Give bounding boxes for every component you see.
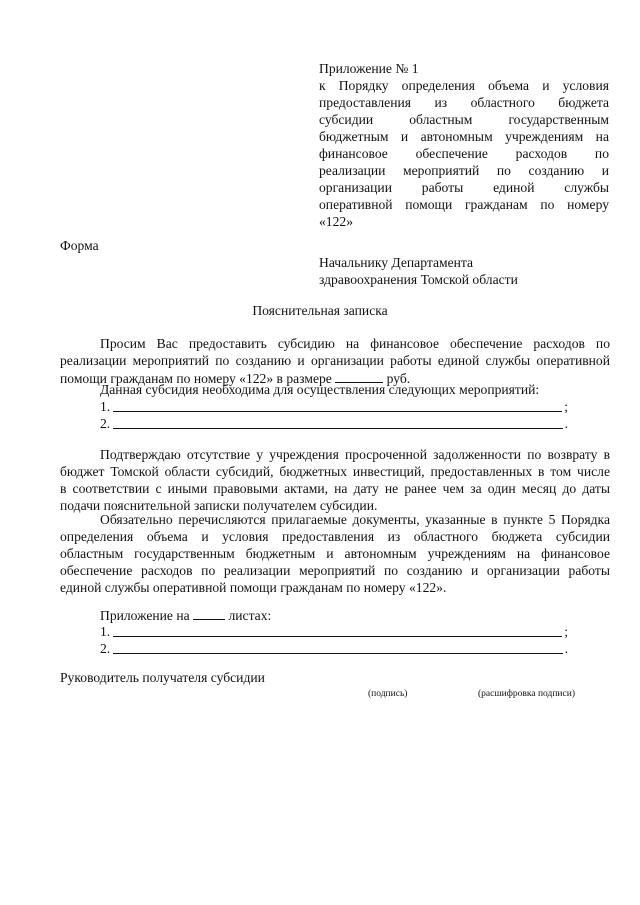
list-end-punct: .	[564, 641, 568, 656]
appendix-title: Приложение № 1	[319, 61, 419, 76]
request-paragraph	[60, 335, 610, 387]
appendix-line: «122»	[319, 214, 353, 229]
addressee-line-2: здравоохранения Томской области	[319, 272, 518, 287]
attachments-prefix: Приложение на	[100, 608, 190, 623]
attachment-item-1	[100, 623, 568, 640]
signature-decode-caption: (расшифровка подписи)	[478, 689, 575, 699]
list-number: 2.	[100, 416, 111, 431]
amount-prefix: помощи гражданам по номеру «122» в размере	[60, 371, 332, 386]
paragraph-line: подачи пояснительной записки получателем субсидии.	[60, 498, 378, 513]
addressee-line-1: Начальнику Департамента	[319, 255, 474, 270]
paragraph-line: реализации мероприятий по созданию и организации работы единой службы оперативной	[60, 353, 610, 368]
paragraph-line: Подтверждаю отсутствие у учреждения просроченной задолженности по возврату в	[100, 447, 610, 462]
appendix-line: предоставления из областного бюджета	[319, 95, 609, 110]
attachment-item-1-blank[interactable]	[113, 623, 562, 637]
list-end-punct: ;	[564, 399, 568, 414]
appendix-description	[319, 77, 609, 230]
paragraph-line: обеспечение расходов по реализации мероприятий по созданию и организации работы	[60, 563, 610, 578]
list-end-punct: .	[564, 416, 568, 431]
paragraph-line: Обязательно перечисляются прилагаемые документы, указанные в пункте 5 Порядка	[100, 512, 610, 527]
events-item-1	[100, 398, 568, 415]
events-item-1-blank[interactable]	[113, 398, 562, 412]
amount-suffix: руб.	[386, 371, 411, 386]
appendix-line: организации работы единой службы	[319, 180, 609, 195]
signature-caption: (подпись)	[368, 689, 408, 699]
appendix-line: оперативной помощи гражданам по номеру	[319, 197, 609, 212]
events-item-2-blank[interactable]	[113, 415, 562, 429]
list-number: 2.	[100, 641, 111, 656]
appendix-line: финансовое обеспечение расходов по	[319, 146, 609, 161]
paragraph-line: Просим Вас предоставить субсидию на финансовое обеспечение расходов по	[100, 336, 610, 351]
events-item-2	[100, 415, 568, 432]
paragraph-line: в соответствии с иными правовыми актами, на дату не ранее чем за один месяц до даты	[60, 481, 610, 496]
confirmation-paragraph	[60, 446, 610, 514]
paragraph-line: областным государственным бюджетным и автономным учреждениям на финансовое	[60, 546, 610, 561]
attachments-intro	[100, 606, 271, 624]
attachments-suffix: листах:	[228, 608, 272, 623]
list-number: 1.	[100, 399, 111, 414]
appendix-line: бюджетным и автономным учреждениям на	[319, 129, 609, 144]
document-title: Пояснительная записка	[252, 303, 388, 318]
appendix-line: субсидии областным государственным	[319, 112, 609, 127]
paragraph-line: бюджет Томской области субсидий, бюджетных инвестиций, предоставленных в том числе	[60, 464, 610, 479]
attachment-item-2	[100, 640, 568, 657]
attachments-count-blank[interactable]	[193, 606, 225, 620]
signature-head: Руководитель получателя субсидии	[60, 670, 265, 685]
list-number: 1.	[100, 624, 111, 639]
paragraph-line: определения объема и условия предоставления из областного бюджета субсидии	[60, 529, 610, 544]
form-label: Форма	[60, 238, 99, 253]
appendix-line: к Порядку определения объема и условия	[319, 78, 609, 93]
list-end-punct: ;	[564, 624, 568, 639]
events-intro: Данная субсидия необходима для осуществления следующих мероприятий:	[100, 382, 540, 397]
appendix-line: реализации мероприятий по созданию и	[319, 163, 609, 178]
paragraph-line: единой службы оперативной помощи гражданам по номеру «122».	[60, 580, 447, 595]
attachment-item-2-blank[interactable]	[113, 640, 562, 654]
documents-paragraph	[60, 511, 610, 596]
